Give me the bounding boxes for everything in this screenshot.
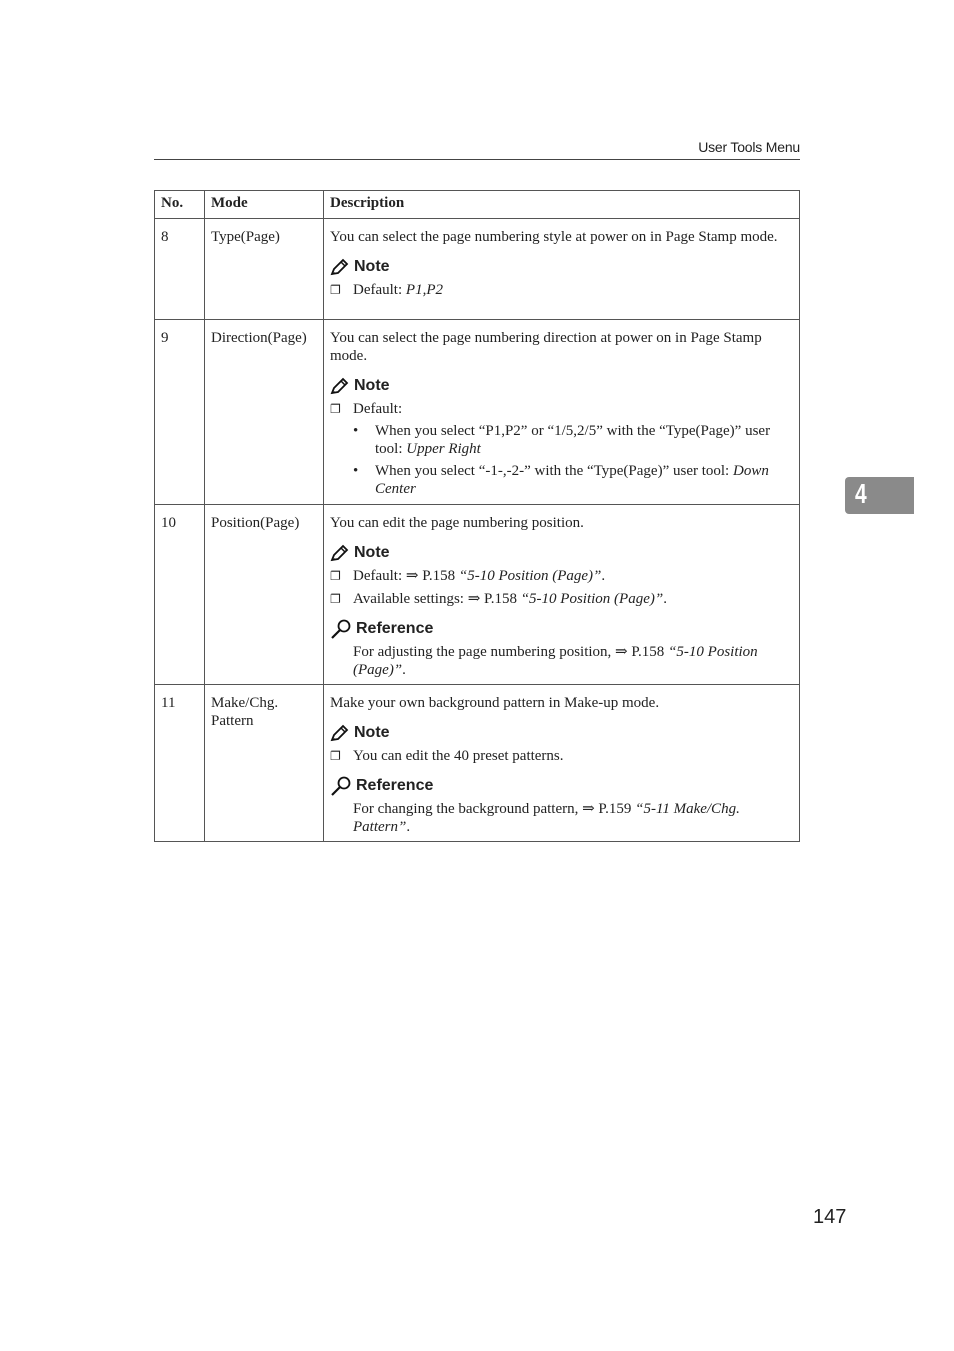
table-row bbox=[155, 219, 800, 320]
description-text: You can edit the page numbering position. bbox=[330, 515, 584, 531]
note-heading: Note bbox=[330, 257, 793, 277]
col-header-mode: Mode bbox=[205, 191, 324, 219]
row-description bbox=[324, 685, 800, 842]
checkbox-icon: ❐ bbox=[330, 402, 341, 416]
chapter-tab bbox=[845, 477, 914, 514]
row-description bbox=[324, 505, 800, 685]
row-no: 11 bbox=[155, 685, 205, 842]
note-item: ❐ Default: P1,P2 bbox=[330, 282, 443, 298]
checkbox-icon: ❐ bbox=[330, 749, 341, 763]
magnifier-icon bbox=[330, 776, 352, 796]
checkbox-icon: ❐ bbox=[330, 283, 341, 297]
page-number: 147 bbox=[813, 1206, 847, 1228]
list-item: • When you select “P1,P2” or “1/5,2/5” with the “Type(Page)” user tool: Upper Right bbox=[353, 423, 771, 457]
row-mode: Position(Page) bbox=[205, 505, 324, 685]
pencil-icon bbox=[330, 377, 350, 395]
bullet-list bbox=[353, 422, 793, 498]
note-heading: Note bbox=[330, 723, 793, 743]
note-heading: Note bbox=[330, 543, 793, 563]
note-item: ❐ You can edit the 40 preset patterns. bbox=[330, 748, 564, 764]
user-tools-table bbox=[154, 190, 800, 842]
table-header-row bbox=[155, 191, 800, 219]
pencil-icon bbox=[330, 544, 350, 562]
chapter-number: 4 bbox=[855, 478, 867, 509]
col-header-no: No. bbox=[155, 191, 205, 219]
note-item: ❐ Available settings: ⇒ P.158 “5-10 Position (Page)”. bbox=[330, 591, 667, 607]
reference-heading: Reference bbox=[330, 619, 793, 639]
note-item: ❐ Default: bbox=[330, 401, 403, 417]
table-row bbox=[155, 505, 800, 685]
row-mode: Make/Chg. Pattern bbox=[205, 685, 324, 842]
col-header-description: Description bbox=[324, 191, 800, 219]
pencil-icon bbox=[330, 724, 350, 742]
note-heading: Note bbox=[330, 376, 793, 396]
table-row bbox=[155, 320, 800, 505]
reference-text: For adjusting the page numbering position, ⇒ P.158 “5-10 Position (Page)”. bbox=[353, 644, 758, 678]
description-text: You can select the page numbering style at power on in Page Stamp mode. bbox=[330, 229, 778, 245]
row-description bbox=[324, 219, 800, 320]
magnifier-icon bbox=[330, 619, 352, 639]
reference-text: For changing the background pattern, ⇒ P.159 “5-11 Make/Chg. Pattern”. bbox=[353, 801, 740, 835]
row-no: 10 bbox=[155, 505, 205, 685]
pencil-icon bbox=[330, 258, 350, 276]
table-row bbox=[155, 685, 800, 842]
description-text: Make your own background pattern in Make-up mode. bbox=[330, 695, 660, 711]
row-description bbox=[324, 320, 800, 505]
reference-heading: Reference bbox=[330, 776, 793, 796]
row-no: 9 bbox=[155, 320, 205, 505]
list-item: • When you select “-1-,-2-” with the “Type(Page)” user tool: Down Center bbox=[353, 463, 769, 497]
checkbox-icon: ❐ bbox=[330, 592, 341, 606]
description-text: You can select the page numbering direction at power on in Page Stamp mode. bbox=[330, 330, 762, 364]
running-header: User Tools Menu bbox=[698, 139, 800, 155]
header-rule bbox=[154, 159, 800, 160]
row-mode: Direction(Page) bbox=[205, 320, 324, 505]
checkbox-icon: ❐ bbox=[330, 569, 341, 583]
row-no: 8 bbox=[155, 219, 205, 320]
note-item: ❐ Default: ⇒ P.158 “5-10 Position (Page)”. bbox=[330, 568, 606, 584]
row-mode: Type(Page) bbox=[205, 219, 324, 320]
